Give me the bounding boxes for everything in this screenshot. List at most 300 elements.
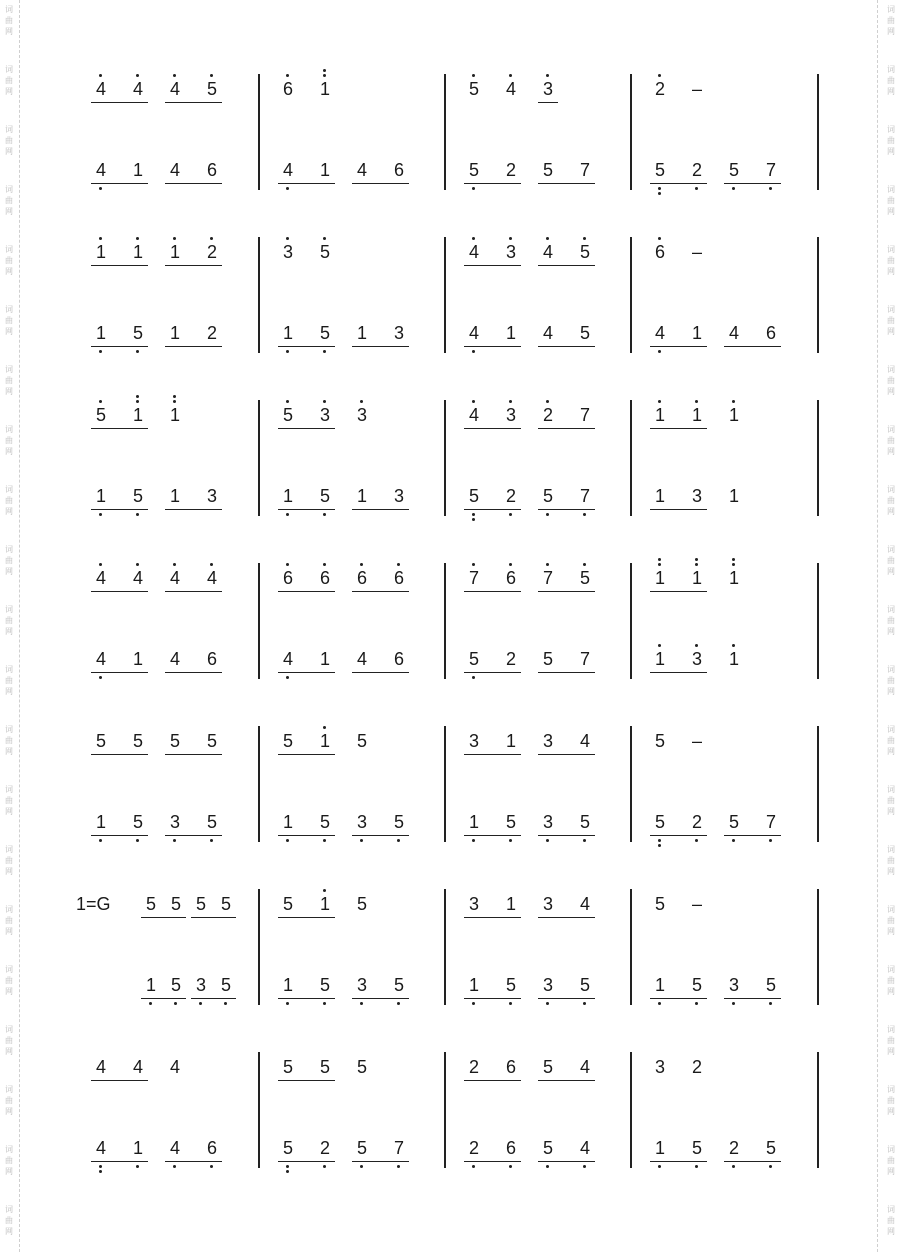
watermark-text: 词 曲 网 [887, 545, 895, 576]
eighth-underline [538, 998, 595, 999]
note [574, 722, 596, 762]
watermark-text: 词 曲 网 [887, 5, 895, 36]
octave-down-dot [658, 350, 661, 353]
note-digit: 3 [393, 323, 404, 343]
note [760, 803, 782, 843]
note [90, 396, 112, 436]
note [649, 640, 671, 680]
watermark-text: 词 曲 网 [887, 1085, 895, 1116]
watermark-text: 词 曲 网 [887, 785, 895, 816]
note-digit: 1 [654, 405, 665, 425]
note-digit: 5 [319, 812, 330, 832]
note [500, 477, 522, 517]
octave-down-dot [546, 1165, 549, 1168]
note-digit: 1 [468, 812, 479, 832]
eighth-underline [91, 1080, 148, 1081]
note-digit: 5 [654, 812, 665, 832]
note [127, 640, 149, 680]
note [388, 1129, 410, 1169]
sustain-dash [686, 70, 708, 110]
octave-down-dot [658, 839, 661, 842]
watermark-text: 词 曲 网 [887, 245, 895, 276]
note-digit: 3 [542, 731, 553, 751]
note-digit: 5 [220, 894, 231, 914]
note [537, 803, 559, 843]
note [649, 1048, 671, 1088]
note [90, 722, 112, 762]
note [351, 640, 373, 680]
note [463, 477, 485, 517]
note [463, 151, 485, 191]
note [215, 885, 237, 925]
upper-part [0, 885, 900, 925]
watermark-text: 词 曲 网 [5, 125, 13, 156]
note [574, 477, 596, 517]
note [351, 803, 373, 843]
note-digit: 3 [505, 405, 516, 425]
octave-down-dot [136, 513, 139, 516]
eighth-underline [352, 835, 409, 836]
note [649, 803, 671, 843]
octave-down-dot [695, 187, 698, 190]
note-digit: 5 [319, 486, 330, 506]
eighth-underline [464, 1080, 521, 1081]
note [351, 1129, 373, 1169]
note-digit: 7 [579, 649, 590, 669]
note-digit: 4 [654, 323, 665, 343]
octave-up-dot [360, 563, 363, 566]
note-digit: 5 [170, 975, 181, 995]
eighth-underline [650, 835, 707, 836]
note-digit: 4 [169, 160, 180, 180]
note-digit: 1 [691, 323, 702, 343]
eighth-underline [278, 672, 335, 673]
octave-up-dot [658, 563, 661, 566]
note [388, 966, 410, 1006]
note [277, 70, 299, 110]
note [686, 151, 708, 191]
note-digit: 4 [579, 1057, 590, 1077]
note-digit: 1 [132, 649, 143, 669]
octave-up-dot [658, 644, 661, 647]
note-digit: 1 [132, 405, 143, 425]
note [463, 1129, 485, 1169]
note-digit: 4 [579, 894, 590, 914]
note [314, 966, 336, 1006]
note-digit: 5 [132, 731, 143, 751]
watermark-text: 词 曲 网 [887, 65, 895, 96]
octave-up-dot [695, 558, 698, 561]
octave-up-dot [695, 400, 698, 403]
note-digit: 5 [132, 812, 143, 832]
note [649, 477, 671, 517]
note [500, 803, 522, 843]
note-digit: 1 [728, 405, 739, 425]
eighth-underline [91, 102, 148, 103]
note-digit: 7 [579, 160, 590, 180]
system [0, 70, 900, 190]
note [574, 1129, 596, 1169]
note-digit: 1 [169, 405, 180, 425]
note [164, 396, 186, 436]
note [463, 70, 485, 110]
eighth-underline [165, 754, 222, 755]
system [0, 722, 900, 842]
watermark-text: 词 曲 网 [5, 305, 13, 336]
note [500, 966, 522, 1006]
note [277, 559, 299, 599]
octave-up-dot [99, 400, 102, 403]
note [127, 314, 149, 354]
note [574, 885, 596, 925]
system [0, 396, 900, 516]
note-digit: 3 [654, 1057, 665, 1077]
eighth-underline [278, 183, 335, 184]
note-digit: 1 [654, 975, 665, 995]
note-digit: 4 [95, 568, 106, 588]
note [537, 233, 559, 273]
eighth-underline [724, 1161, 781, 1162]
eighth-underline [352, 183, 409, 184]
note-digit: 5 [691, 975, 702, 995]
note-digit: 1 [169, 242, 180, 262]
eighth-underline [538, 835, 595, 836]
octave-down-dot [286, 839, 289, 842]
note-digit: 6 [206, 1138, 217, 1158]
eighth-underline [278, 754, 335, 755]
note-digit: 5 [319, 242, 330, 262]
note [537, 722, 559, 762]
octave-up-dot [99, 237, 102, 240]
octave-down-dot [286, 1165, 289, 1168]
note-digit: 3 [542, 79, 553, 99]
note [201, 151, 223, 191]
eighth-underline [538, 102, 558, 103]
note-digit: 6 [206, 649, 217, 669]
eighth-underline [191, 917, 236, 918]
note-digit: 4 [282, 649, 293, 669]
note-digit: 5 [542, 486, 553, 506]
note-digit: 6 [319, 568, 330, 588]
note [723, 314, 745, 354]
note [165, 966, 187, 1006]
note [649, 70, 671, 110]
eighth-underline [278, 998, 335, 999]
octave-down-dot [546, 839, 549, 842]
note-digit: 3 [505, 242, 516, 262]
note [686, 1129, 708, 1169]
octave-down-dot [695, 839, 698, 842]
eighth-underline [165, 835, 222, 836]
note-digit: 5 [765, 975, 776, 995]
eighth-underline [141, 917, 186, 918]
note-digit: 5 [542, 1057, 553, 1077]
octave-down-dot [360, 839, 363, 842]
eighth-underline [165, 1161, 222, 1162]
system [0, 1048, 900, 1168]
note [164, 1129, 186, 1169]
note [314, 151, 336, 191]
note [277, 396, 299, 436]
note-digit: 5 [356, 731, 367, 751]
note [351, 151, 373, 191]
note [277, 722, 299, 762]
note [463, 722, 485, 762]
note [686, 396, 708, 436]
eighth-underline [165, 509, 222, 510]
eighth-underline [91, 428, 148, 429]
octave-down-dot [323, 1165, 326, 1168]
eighth-underline [650, 346, 707, 347]
note [463, 803, 485, 843]
octave-up-dot [546, 400, 549, 403]
octave-up-dot [210, 563, 213, 566]
note [723, 803, 745, 843]
octave-up-dot [472, 563, 475, 566]
note [760, 966, 782, 1006]
eighth-underline [650, 998, 707, 999]
note-digit: 1 [691, 568, 702, 588]
octave-up-dot [136, 563, 139, 566]
note-digit: 5 [319, 975, 330, 995]
note-digit: 6 [654, 242, 665, 262]
note-digit: 3 [468, 731, 479, 751]
note [140, 885, 162, 925]
note-digit: 5 [468, 486, 479, 506]
note [463, 966, 485, 1006]
note [463, 396, 485, 436]
system [0, 559, 900, 679]
note [574, 559, 596, 599]
octave-up-dot [173, 563, 176, 566]
eighth-underline [650, 428, 707, 429]
eighth-underline [352, 509, 409, 510]
watermark-text: 词 曲 网 [5, 965, 13, 996]
note-digit: 5 [691, 1138, 702, 1158]
note-digit: 4 [468, 323, 479, 343]
note-digit: 3 [542, 812, 553, 832]
octave-down-dot [695, 1165, 698, 1168]
note [314, 640, 336, 680]
octave-up-dot [546, 563, 549, 566]
note-digit: 5 [579, 812, 590, 832]
note [277, 885, 299, 925]
note-digit: 4 [95, 79, 106, 99]
eighth-underline [352, 672, 409, 673]
upper-part [0, 1048, 900, 1088]
note-digit: 1 [169, 323, 180, 343]
note-digit: 1 [95, 812, 106, 832]
note [388, 151, 410, 191]
octave-down-dot [732, 187, 735, 190]
octave-down-dot [397, 1002, 400, 1005]
octave-up-dot [658, 400, 661, 403]
note-digit: 5 [206, 731, 217, 751]
note [351, 477, 373, 517]
note-digit: 1 [319, 79, 330, 99]
note-digit: 6 [505, 1057, 516, 1077]
watermark-text: 词 曲 网 [5, 545, 13, 576]
note [574, 1048, 596, 1088]
note [90, 803, 112, 843]
note [760, 151, 782, 191]
octave-up-dot [210, 74, 213, 77]
key-signature: 1=G [76, 894, 111, 914]
note [164, 640, 186, 680]
note [500, 1048, 522, 1088]
upper-part [0, 233, 900, 273]
note-digit: 5 [654, 160, 665, 180]
note-digit: 6 [505, 568, 516, 588]
octave-up-dot [658, 237, 661, 240]
octave-down-dot [732, 839, 735, 842]
note-digit: 4 [542, 242, 553, 262]
eighth-underline [650, 1161, 707, 1162]
note-digit: 5 [542, 649, 553, 669]
note [463, 559, 485, 599]
note-digit: 4 [282, 160, 293, 180]
note [537, 70, 559, 110]
note-digit: 4 [169, 568, 180, 588]
watermark-text: 词 曲 网 [5, 485, 13, 516]
note-digit: 5 [505, 975, 516, 995]
note [215, 966, 237, 1006]
note-digit: 5 [728, 812, 739, 832]
octave-down-dot [472, 839, 475, 842]
octave-down-dot [136, 839, 139, 842]
octave-up-dot [286, 74, 289, 77]
note-digit: 1 [132, 1138, 143, 1158]
octave-down-dot [472, 518, 475, 521]
eighth-underline [538, 754, 595, 755]
note [649, 966, 671, 1006]
octave-up-dot [546, 237, 549, 240]
note-digit: 1 [319, 649, 330, 669]
watermark-text: 词 曲 网 [5, 1205, 13, 1236]
eighth-underline [538, 672, 595, 673]
note-digit: 4 [132, 1057, 143, 1077]
note [127, 396, 149, 436]
eighth-underline [724, 183, 781, 184]
eighth-underline [464, 428, 521, 429]
eighth-underline [91, 346, 148, 347]
octave-down-dot [509, 1002, 512, 1005]
octave-up-dot [695, 644, 698, 647]
note [537, 396, 559, 436]
note [201, 640, 223, 680]
eighth-underline [538, 1161, 595, 1162]
note-digit: 3 [206, 486, 217, 506]
note-digit: 5 [282, 731, 293, 751]
octave-down-dot [509, 839, 512, 842]
octave-down-dot [583, 513, 586, 516]
note-digit: 5 [95, 405, 106, 425]
note-digit: 7 [579, 486, 590, 506]
octave-down-dot [99, 1170, 102, 1173]
watermark-text: 词 曲 网 [887, 125, 895, 156]
note [388, 477, 410, 517]
note [127, 151, 149, 191]
note [277, 233, 299, 273]
note [686, 640, 708, 680]
note-digit: 1 [505, 894, 516, 914]
eighth-underline [352, 346, 409, 347]
note [500, 640, 522, 680]
watermark-text: 词 曲 网 [5, 605, 13, 636]
octave-up-dot [210, 237, 213, 240]
lower-part [0, 1129, 900, 1169]
note [190, 885, 212, 925]
note [351, 722, 373, 762]
octave-down-dot [658, 192, 661, 195]
watermark-text: 词 曲 网 [5, 845, 13, 876]
note-digit: 5 [356, 1057, 367, 1077]
watermark-text: 词 曲 网 [887, 665, 895, 696]
note-digit: 5 [132, 486, 143, 506]
note [574, 640, 596, 680]
eighth-underline [538, 428, 595, 429]
octave-down-dot [509, 513, 512, 516]
octave-down-dot [286, 350, 289, 353]
note [463, 640, 485, 680]
octave-down-dot [769, 187, 772, 190]
octave-down-dot [99, 839, 102, 842]
note [649, 396, 671, 436]
watermark-text: 词 曲 网 [5, 785, 13, 816]
note-digit: 2 [505, 649, 516, 669]
eighth-underline [464, 998, 521, 999]
octave-up-dot [323, 889, 326, 892]
watermark-text: 词 曲 网 [5, 65, 13, 96]
note [201, 70, 223, 110]
octave-up-dot [286, 563, 289, 566]
octave-down-dot [286, 187, 289, 190]
octave-down-dot [323, 839, 326, 842]
note [500, 314, 522, 354]
system [0, 885, 900, 1005]
note-digit: 5 [319, 323, 330, 343]
note-digit: 4 [579, 731, 590, 751]
note [314, 314, 336, 354]
note [164, 559, 186, 599]
note-digit: 1 [691, 405, 702, 425]
octave-down-dot [323, 513, 326, 516]
note-digit: 1 [356, 486, 367, 506]
note [723, 966, 745, 1006]
note-digit: 3 [195, 975, 206, 995]
note-digit: 4 [95, 649, 106, 669]
eighth-underline [464, 183, 521, 184]
note-digit: 3 [691, 486, 702, 506]
note [574, 396, 596, 436]
octave-down-dot [546, 513, 549, 516]
upper-part [0, 722, 900, 762]
note-digit: 1 [654, 1138, 665, 1158]
eighth-underline [464, 917, 521, 918]
eighth-underline [278, 428, 335, 429]
octave-down-dot [199, 1002, 202, 1005]
note [314, 1048, 336, 1088]
octave-up-dot [323, 237, 326, 240]
note [314, 70, 336, 110]
note [314, 722, 336, 762]
note-digit: 1 [282, 975, 293, 995]
note [574, 314, 596, 354]
note [686, 966, 708, 1006]
eighth-underline [538, 591, 595, 592]
note-digit: 5 [505, 812, 516, 832]
note-digit: 4 [169, 79, 180, 99]
